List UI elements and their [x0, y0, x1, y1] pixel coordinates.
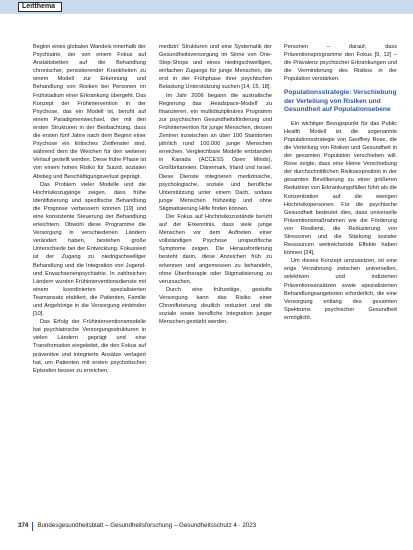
body-paragraph: Personen – darauf, dass Präventionsprogramme den Fokus [9, 12] – die Prävalenz psychischer Erkrankungen und die Verminderung des Risikos in der Population verstärken. [284, 44, 397, 83]
body-paragraph: Um dieses Konzept umzusetzen, ist eine enge Verzahnung zwischen universellen, selektiven und indizierten Präventionsansätzen sowie spezialisierten Behandlungsangeboten erforderlich, die eine Versorgung entlang des gesamten Spektrums psychischer Gesundheit ermöglicht. [284, 258, 397, 321]
body-paragraph: Ein wichtiger Bezugspunkt für das Public Health Modell ist die sogenannte Populationsstrategie von Geoffrey Rose, die die Verteilung von Risiken und Gesundheit in der gesamten Population verschieben will. Rose zeigte, dass eine kleine Verschiebung der durchschnittlichen Risikoexposition in der gesamten Bevölkerung zu einer größeren Reduktion von Erkrankungsfällen führt als die Konzentration auf die wenigen Hochrisikopersonen. Für die psychische Gesundheit bedeutet dies, dass universelle Präventionsmaßnahmen wie die Förderung von Resilienz, die Reduzierung von Stressoren und die Stärkung sozialer Ressourcen weitreichende Effekte haben können [24]. [284, 120, 397, 257]
body-paragraph: medizin‘ Strukturen und eine Systematik der Gesundheitsversorgung im Sinne von One-Stop-Shops und eines niedrigschwelligen, einfachen Zugangs für junge Menschen, die erst in der Frühphase ihrer psychischen Belastung Unterstützung suchen [14, 15, 18]. [159, 44, 272, 91]
text-column-middle [159, 43, 272, 326]
body-paragraph: Der Fokus auf Hochrisikozustände beruht auf der Erkenntnis, dass viele junge Menschen vor dem Auftreten einer vollständigen Psychose unspezifische Symptome zeigen. Die Herausforderung besteht darin, diese Anzeichen früh zu erkennen und angemessen zu behandeln, ohne Übertherapie oder Stigmatisierung zu verursachen. [159, 213, 272, 285]
section-heading: Populationsstrategie: Verschiebung der Verteilung von Risiken und Gesundheit auf Populationsebene [284, 89, 397, 114]
body-paragraph: Im Jahr 2006 begann die australische Regierung das ‚Headspace-Modell‘ zu finanzieren, ein multidisziplinäres Programm zur psychischen Gesundheitsförderung und Frühintervention für junge Menschen, dessen Zentren inzwischen an über 100 Standorten jährlich rund 100.000 junge Menschen erreichen. Vergleichbare Modelle entstanden in Kanada (ACCESS Open Minds), Großbritannien, Dänemark, Irland und Israel. Diese Dienste integrieren medizinische, psychologische, soziale und berufliche Unterstützung unter einem Dach, sodass junge Menschen frühzeitig und ohne Stigmatisierung Hilfe finden können. [159, 92, 272, 212]
header-band [0, 0, 413, 14]
text-column-left [33, 43, 146, 375]
page-number: 374 [18, 522, 29, 529]
page-footer [18, 521, 256, 531]
body-paragraph: Das Erfolg der Frühinterventionsmodelle hat psychiatrische Versorgungsstrukturen in vielen Ländern geprägt und eine Transformation eingeleitet, die den Fokus auf präventive und integrierte Ansätze verlagert hat, um Patienten mit ersten psychotischen Episoden besser zu erreichen. [33, 319, 146, 374]
text-column-right [284, 43, 397, 322]
journal-citation: Bundesgesundheitsblatt – Gesundheitsforschung – Gesundheitsschutz 4 · 2023 [37, 522, 257, 529]
section-label: Leitthema [18, 2, 62, 12]
body-paragraph: Durch eine frühzeitige, gestufte Versorgung kann das Risiko einer Chronifizierung deutlich reduziert und die soziale sowie berufliche Integration junger Menschen gestärkt werden. [159, 286, 272, 326]
footer-divider [32, 522, 33, 531]
body-paragraph: Beginn eines globalen Wandels innerhalb der Psychiatrie, der von einem Fokus auf Anstaltsbetten auf die Behandlung chronischer, persistierender Krankheiten zu einem Modell zur Erkennung und Behandlung von Risiken bei Personen im Frühstadium einer Erkrankung übergeht. Das Konzept der Frühintervention in der Psychose, das ein Modell ist, beruht auf einem Paradigmenwechsel, der mit den ersten Strukturen in der Beobachtung, dass die ersten fünf Jahre nach dem Beginn einer Psychose ein kritisches Zeitfenster sind, während dem die Weichen für den weiteren Verlauf gestellt werden. Diese frühe Phase ist von einem hohen Risiko für Suizid, sozialen Abstieg und Beschäftigungsverlust geprägt. [33, 44, 146, 180]
body-paragraph: Das Problem vieler Modelle und die Hochrisikozugänge zeigen, dass frühe Identifizierung und spezifische Behandlung die Prognose verbessern können [19] und eine konsistente Steuerung der Behandlung erleichtern. Obwohl diese Programme die Versorgung in verschiedenen Ländern verändert haben, bestehen große Unterschiede bei der Entwicklung. Fokussiert ist der Zugang zu niedrigschwelliger Behandlung und die Integration von Jugend- und Erwachsenenpsychiatrie. In zahlreichen Ländern wurden Frühinterventionsdienste mit einem koordinierten spezialisierten Teamansatz etabliert, die Patienten, Familie und Angehörige in die Versorgung einbinden [10]. [33, 181, 146, 318]
